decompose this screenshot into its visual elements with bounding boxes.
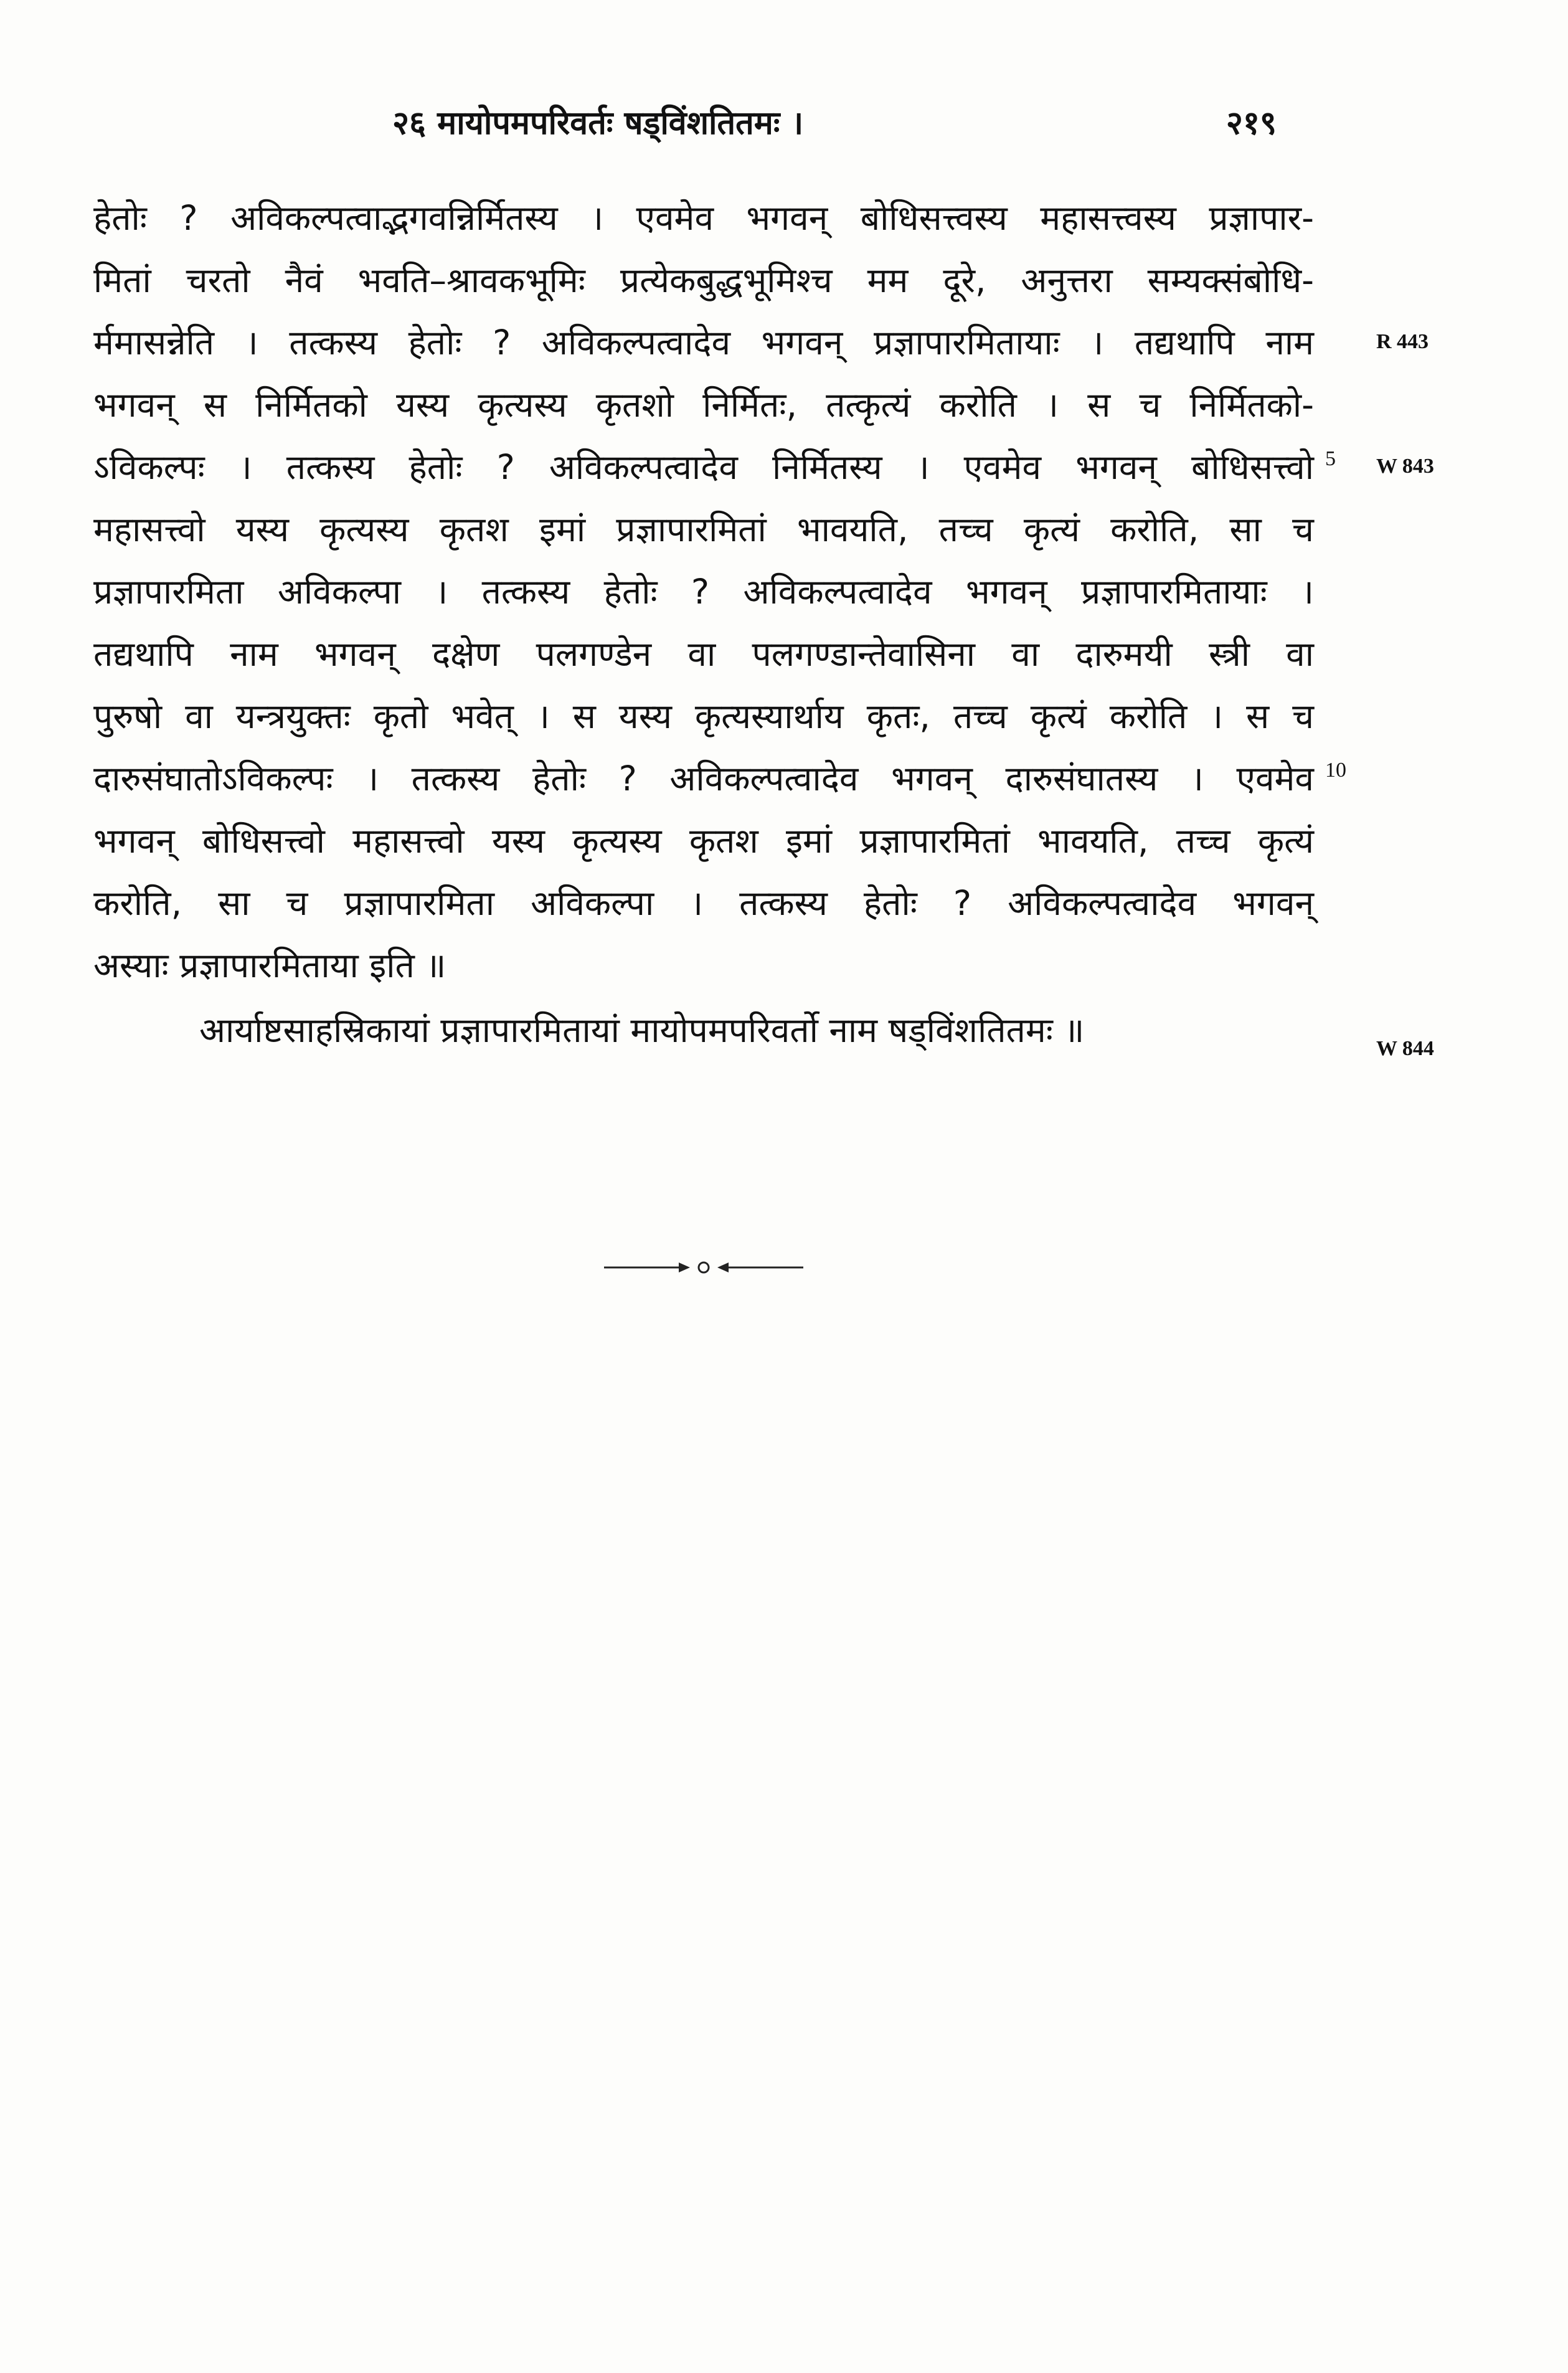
text-line: र्ममासन्नेति । तत्कस्य हेतोः ? अविकल्पत्वादेव भगवन् प्रज्ञापारमितायाः । तद्यथापि नाम bbox=[93, 323, 1314, 362]
margin-reference: W 844 bbox=[1376, 1037, 1434, 1060]
chapter-colophon: आर्याष्टसाहस्रिकायां प्रज्ञापारमितायां मायोपमपरिवर्तो नाम षड्विंशतितमः ॥ bbox=[199, 1010, 1085, 1050]
text-line: मितां चरतो नैवं भवति–श्रावकभूमिः प्रत्येकबुद्धभूमिश्च मम दूरे, अनुत्तरा सम्यक्संबोधि- bbox=[93, 260, 1314, 300]
margin-reference: R 443 bbox=[1376, 330, 1429, 353]
margin-reference: W 843 bbox=[1376, 455, 1434, 478]
line-number: 10 bbox=[1325, 759, 1346, 782]
chapter-title: २६ मायोपमपरिवर्तः षड्विंशतितमः । bbox=[392, 105, 804, 142]
text-line: प्रज्ञापारमिता अविकल्पा । तत्कस्य हेतोः ? अविकल्पत्वादेव भगवन् प्रज्ञापारमितायाः । bbox=[93, 572, 1314, 612]
text-line: पुरुषो वा यन्त्रयुक्तः कृतो भवेत् । स यस्य कृत्यस्यार्थाय कृतः, तच्च कृत्यं करोति । स च bbox=[93, 696, 1314, 736]
text-line: महासत्त्वो यस्य कृत्यस्य कृतश इमां प्रज्ञापारमितां भावयति, तच्च कृत्यं करोति, सा च bbox=[93, 509, 1314, 549]
section-end-ornament bbox=[604, 1255, 803, 1280]
text-line: अस्याः प्रज्ञापारमिताया इति ॥ bbox=[93, 945, 446, 985]
text-line: दारुसंघातोऽविकल्पः । तत्कस्य हेतोः ? अविकल्पत्वादेव भगवन् दारुसंघातस्य । एवमेव bbox=[93, 759, 1314, 798]
main-text bbox=[93, 187, 1314, 997]
text-line: तद्यथापि नाम भगवन् दक्षेण पलगण्डेन वा पलगण्डान्तेवासिना वा दारुमयी स्त्री वा bbox=[93, 634, 1314, 674]
running-header bbox=[93, 100, 1314, 156]
text-line: भगवन् बोधिसत्त्वो महासत्त्वो यस्य कृत्यस्य कृतश इमां प्रज्ञापारमितां भावयति, तच्च कृत्यं bbox=[93, 821, 1314, 861]
text-line: ऽविकल्पः । तत्कस्य हेतोः ? अविकल्पत्वादेव निर्मितस्य । एवमेव भगवन् बोधिसत्त्वो bbox=[93, 447, 1314, 487]
page-number: २१९ bbox=[1226, 105, 1277, 142]
line-number: 5 bbox=[1325, 447, 1336, 470]
text-line: हेतोः ? अविकल्पत्वाद्भगवन्निर्मितस्य । एवमेव भगवन् बोधिसत्त्वस्य महासत्त्वस्य प्रज्ञापार- bbox=[93, 198, 1314, 238]
text-line: करोति, सा च प्रज्ञापारमिता अविकल्पा । तत्कस्य हेतोः ? अविकल्पत्वादेव भगवन् bbox=[93, 883, 1314, 923]
text-line: भगवन् स निर्मितको यस्य कृत्यस्य कृतशो निर्मितः, तत्कृत्यं करोति । स च निर्मितको- bbox=[93, 385, 1314, 425]
